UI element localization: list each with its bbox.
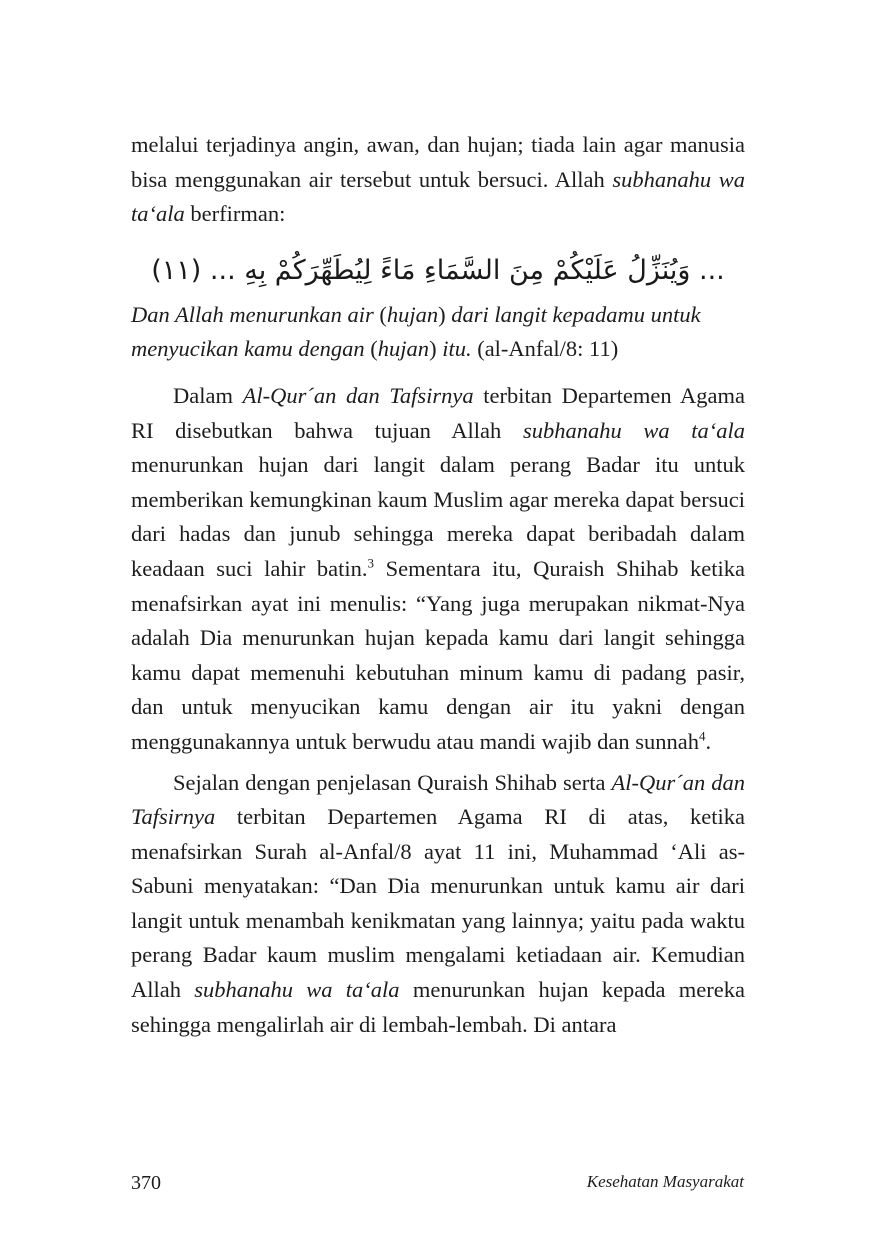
footnote-marker[interactable]: 4: [698, 728, 706, 744]
footnote-marker[interactable]: 3: [367, 555, 375, 571]
arabic-verse: ... وَيُنَزِّلُ عَلَيْكُمْ مِنَ السَّمَاءِ مَاءً لِيُطَهِّرَكُمْ بِهِ ... (١١): [151, 254, 725, 286]
text-span: Sejalan dengan penjelasan Quraish Shihab serta: [173, 769, 612, 795]
text-span: Dalam: [173, 382, 243, 408]
running-footer-title: Kesehatan Masyarakat: [586, 1172, 744, 1191]
italic-phrase: subhanahu wa ta‘ala: [194, 977, 400, 1003]
book-title-italic: Al-Qur´an dan Tafsirnya: [242, 382, 474, 408]
text-span: menurunkan hujan dari langit dalam perang Badar itu untuk memberikan kemungkinan kaum Muslim agar mereka dapat bersuci dari hadas dan junub sehingga mereka dapat beribadah dalam keadaan suci lahir batin.: [131, 452, 745, 581]
text-span: melalui terjadinya angin, awan, dan hujan; tiada lain agar manusia bisa menggunakan air tersebut untuk bersuci. Allah: [131, 132, 745, 192]
text-span: itu.: [436, 336, 472, 362]
text-span: menurunkan hujan kepada mereka sehingga mengalirlah air di lembah-lembah. Di antara: [131, 977, 745, 1037]
text-span: terbitan Departemen Agama RI disebutkan bahwa tujuan Allah: [131, 382, 745, 443]
paren: ): [429, 336, 437, 362]
text-span: berfirman:: [184, 201, 286, 227]
book-title-italic: Al-Qur´an dan Tafsirnya: [131, 769, 745, 830]
text-span: .: [705, 728, 712, 754]
verse-reference: (al-Anfal/8: 11): [471, 336, 619, 362]
text-span: hujan: [377, 336, 430, 362]
paren: ): [438, 301, 446, 327]
text-span: Sementara itu, Quraish Shihab ketika menafsirkan ayat ini menulis: “Yang juga merupakan nikmat-Nya adalah Dia menurunkan hujan kepada kamu dari langit sehingga kamu dapat memenuhi kebutuhan minum kamu di padang pasir, dan untuk menyucikan kamu dengan air itu yakni dengan menggunakannya untuk berwudu atau mandi wajib dan sunnah: [131, 555, 746, 754]
text-span: Dan Allah menurunkan air: [131, 301, 380, 327]
page-body: [131, 128, 745, 1042]
italic-phrase: subhanahu wa ta‘ala: [131, 166, 745, 227]
paragraph-1: [131, 128, 745, 232]
text-span: hujan: [386, 301, 439, 327]
page-number: 370: [131, 1172, 161, 1194]
verse-translation: [131, 298, 745, 367]
paragraph-2: [131, 379, 745, 760]
text-span: terbitan Departemen Agama RI di atas, ketika menafsirkan Surah al-Anfal/8 ayat 11 ini, Muhammad ‘Ali as-Sabuni menyatakan: “Dan Dia menurunkan untuk kamu air dari langit untuk menambah kenikmatan yang lainnya; yaitu pada waktu perang Badar kaum muslim mengalami ketiadaan air. Kemudian Allah: [131, 804, 745, 1003]
paren: (: [379, 301, 387, 327]
italic-phrase: subhanahu wa ta‘ala: [522, 417, 745, 443]
paragraph-3: [131, 766, 745, 1043]
text-span: dari langit kepadamu untuk menyucikan kamu dengan: [131, 301, 701, 362]
paren: (: [370, 336, 378, 362]
